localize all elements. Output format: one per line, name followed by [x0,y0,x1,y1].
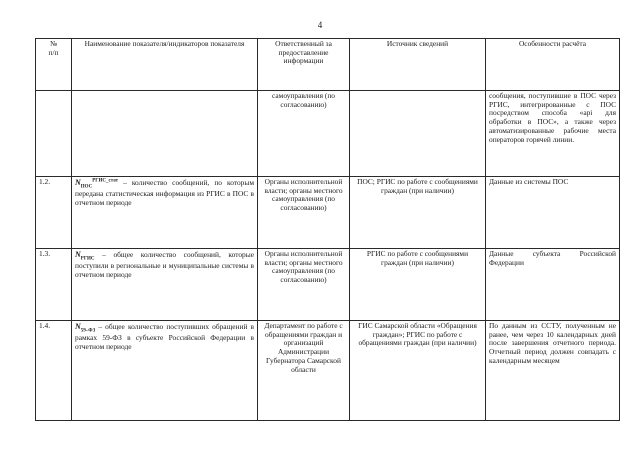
table-row [36,177,620,249]
row-num: 1.2. [36,177,72,249]
header-name: Наименование показателя/индикаторов показателя [72,39,258,91]
cont-features: сообщения, поступившие в ПОС через РГИС, интегрированные с ПОС посредством способа «api для обработки в ПОС», а также через автоматизированные рабочие места операторов горячей линии. [486,91,620,177]
row-source: РГИС по работе с сообщениями граждан (при наличии) [350,249,486,321]
row-source: ГИС Самарской области «Обращения граждан»; РГИС по работе с обращениями граждан (при наличии) [350,321,486,421]
cont-responsible: самоуправления (по согласованию) [258,91,350,177]
indicator-symbol: $N_{ПОС}^{РГИС\_стат}$ [75,178,119,190]
row-source: ПОС; РГИС по работе с сообщениями граждан (при наличии) [350,177,486,249]
row-features: По данным из ССТУ, полученным не ранее, чем через 10 календарных дней после завершения отчетного периода. Отчетный период должен совпадать с календарным месяцем [486,321,620,421]
table-row [36,249,620,321]
row-num: 1.3. [36,249,72,321]
row-features: Данные субъекта Российской Федерации [486,249,620,321]
indicator-table [35,38,620,421]
indicator-symbol: $N_{РГИС}$ [75,250,95,262]
row-name: $N_{59-ФЗ}$ – общее количество поступивших обращений в рамках 59-ФЗ в субъекте Российской Федерации в отчетном периоде [72,321,258,421]
header-responsible: Ответственный за предоставление информации [258,39,350,91]
table-row-continuation [36,91,620,177]
row-name: $N_{РГИС}$ – общее количество сообщений, которые поступили в региональные и муниципальные системы в отчетном периоде [72,249,258,321]
row-name: $N_{ПОС}^{РГИС\_стат}$ – количество сообщений, по которым передана статистическая информация из РГИС в ПОС в отчетном периоде [72,177,258,249]
header-features: Особенности расчёта [486,39,620,91]
row-responsible: Органы исполнительной власти; органы местного самоуправления (по согласованию) [258,177,350,249]
page-number: 4 [317,20,323,30]
row-responsible: Департамент по работе с обращениями граждан и организаций Администрации Губернатора Самарской области [258,321,350,421]
table-row [36,321,620,421]
row-num: 1.4. [36,321,72,421]
row-responsible: Органы исполнительной власти; органы местного самоуправления (по согласованию) [258,249,350,321]
indicator-symbol: $N_{59-ФЗ}$ [75,322,96,334]
header-source: Источник сведений [350,39,486,91]
header-num: № п/п [36,39,72,91]
table-header-row [36,39,620,91]
row-features: Данные из системы ПОС [486,177,620,249]
